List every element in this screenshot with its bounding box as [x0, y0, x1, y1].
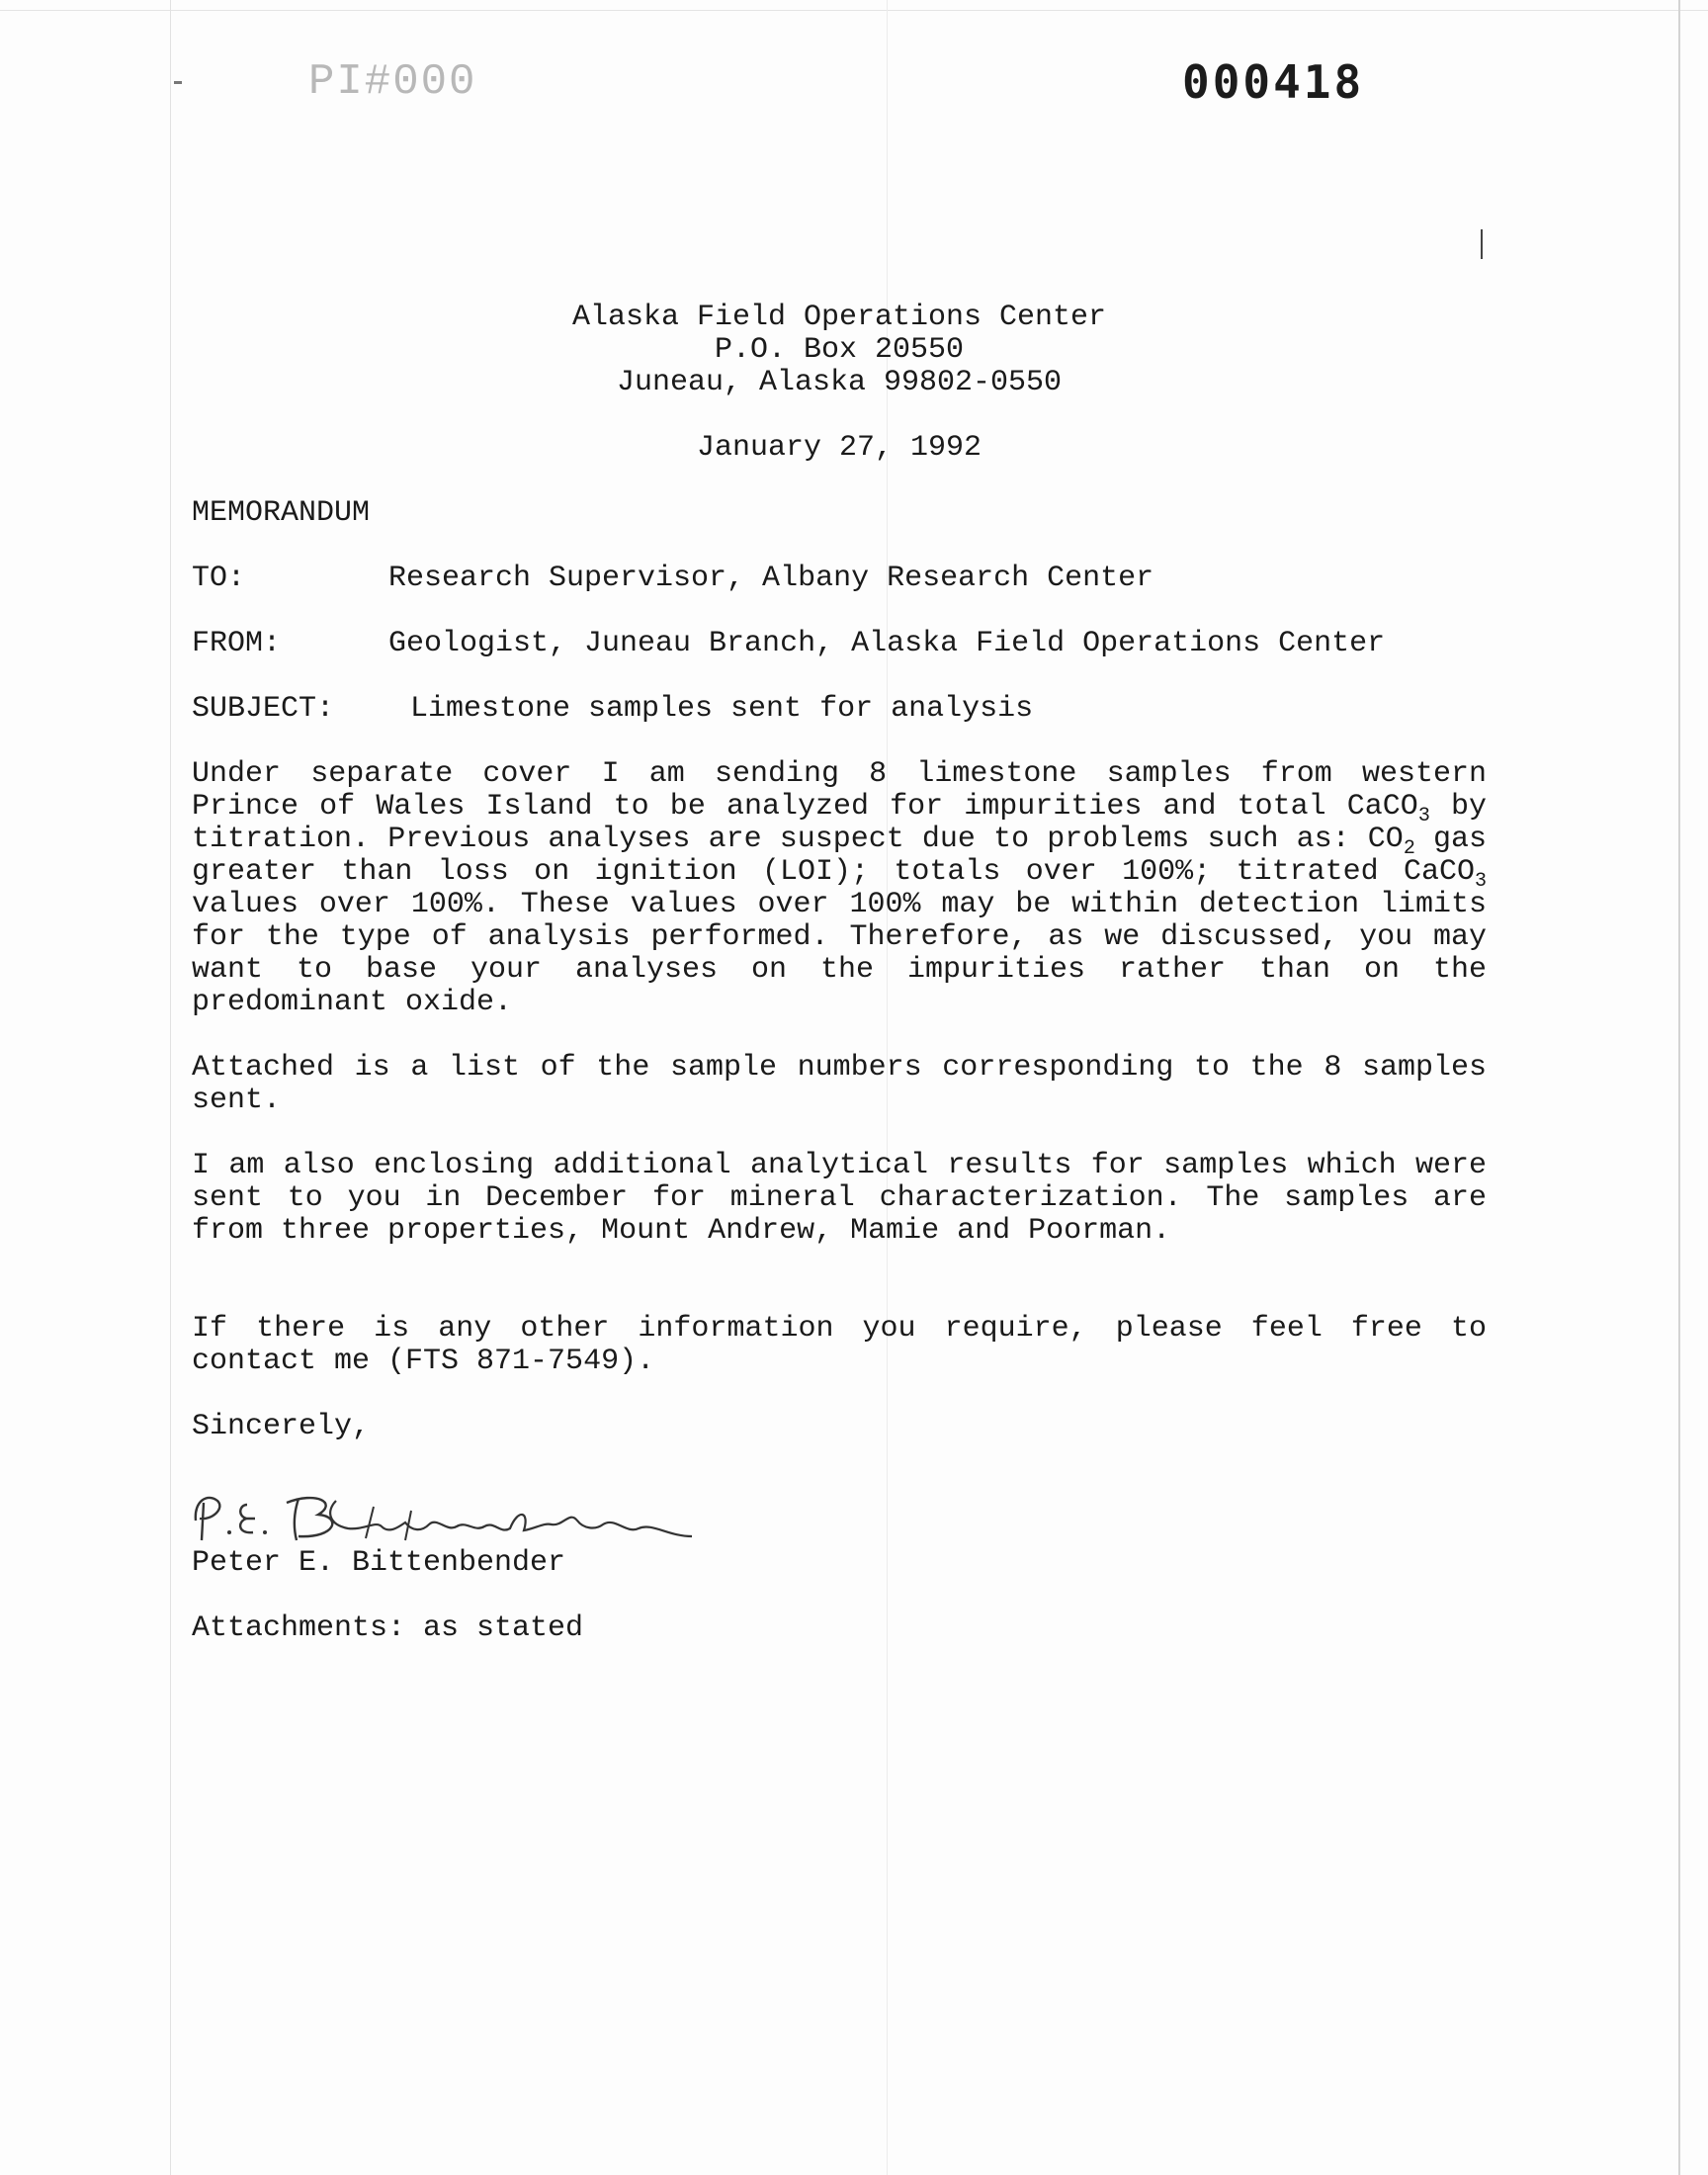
- memo-date: January 27, 1992: [696, 431, 982, 465]
- p1-part-d: values over 100%. These values over 100% may be within detection limits for the type of analysis performed. Therefore, as we discussed, you may want to base your analyses on the impurities rather than on the predominant oxide.: [192, 888, 1487, 1019]
- p1-subscript-2: 2: [1403, 837, 1415, 860]
- to-value: Research Supervisor, Albany Research Center: [388, 562, 1154, 595]
- signer-name: Peter E. Bittenbender: [192, 1546, 566, 1580]
- attachments-note: Attachments: as stated: [192, 1611, 584, 1645]
- faded-stamp-number: PI#000: [308, 57, 477, 107]
- letterhead-box: P.O. Box 20550: [714, 333, 965, 367]
- from-value: Geologist, Juneau Branch, Alaska Field Operations Center: [388, 627, 1386, 660]
- p1-subscript-1: 3: [1417, 805, 1430, 827]
- p1-part-a: Under separate cover I am sending 8 limestone samples from western Prince of Wales Island to be analyzed for impurities and total CaCO: [192, 757, 1487, 824]
- p1-subscript-3: 3: [1474, 870, 1487, 893]
- p1-part-c: gas greater than loss on ignition (LOI); totals over 100%; titrated CaCO: [192, 823, 1488, 889]
- paragraph-contact: If there is any other information you require, please feel free to contact me (FTS 871-7549).: [192, 1312, 1487, 1378]
- scan-edge-top: [0, 10, 1708, 11]
- memo-title: MEMORANDUM: [192, 496, 371, 530]
- stray-tick: [1481, 229, 1483, 259]
- letterhead-city: Juneau, Alaska 99802-0550: [616, 366, 1063, 399]
- handwritten-signature: [188, 1481, 741, 1552]
- to-label: TO:: [192, 562, 246, 595]
- document-number-stamp: 000418: [1182, 55, 1365, 109]
- subject-value: Limestone samples sent for analysis: [410, 692, 1034, 726]
- paragraph-samples: [192, 758, 1487, 1019]
- letterhead-org: Alaska Field Operations Center: [571, 301, 1107, 334]
- from-label: FROM:: [192, 627, 282, 660]
- paragraph-attached-list: Attached is a list of the sample numbers corresponding to the 8 samples sent.: [192, 1051, 1487, 1117]
- scan-edge-right: [1678, 0, 1680, 2175]
- stray-mark: [174, 81, 182, 84]
- paragraph-additional-results: I am also enclosing additional analytical results for samples which were sent to you in December for mineral characterization. The samples are from three properties, Mount Andrew, Mamie and Poorman.: [192, 1149, 1487, 1248]
- closing: Sincerely,: [192, 1410, 371, 1443]
- subject-label: SUBJECT:: [192, 692, 335, 726]
- p1-part-b: by titration. Previous analyses are suspect due to problems such as: CO: [192, 790, 1487, 856]
